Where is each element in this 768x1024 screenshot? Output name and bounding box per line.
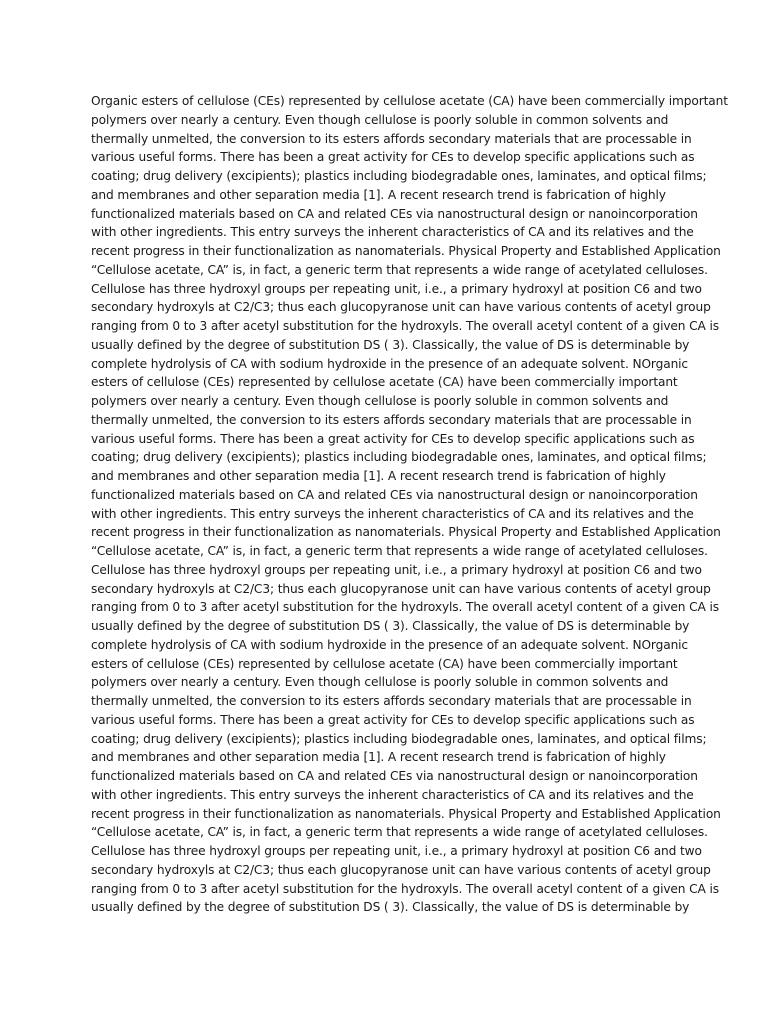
text-line: various useful forms. There has been a great activity for CEs to develop specific applications such as (91, 712, 695, 727)
text-line: coating; drug delivery (excipients); plastics including biodegradable ones, laminates, and optical films; (91, 169, 707, 183)
text-line: thermally unmelted, the conversion to its esters affords secondary materials that are processable in (91, 131, 692, 146)
text-line: recent progress in their functionalization as nanomaterials. Physical Property and Established Application (91, 244, 721, 258)
text-line: esters of cellulose (CEs) represented by cellulose acetate (CA) have been commercially important (91, 656, 678, 671)
text-line: functionalized materials based on CA and related CEs via nanostructural design or nanoincorporation (91, 206, 698, 221)
text-line: “Cellulose acetate, CA” is, in fact, a generic term that represents a wide range of acetylated celluloses. (91, 262, 708, 277)
text-line: complete hydrolysis of CA with sodium hydroxide in the presence of an adequate solvent. NOrganic (91, 356, 689, 371)
text-line: polymers over nearly a century. Even though cellulose is poorly soluble in common solvents and (91, 394, 669, 408)
text-line: with other ingredients. This entry surveys the inherent characteristics of CA and its relatives and the (91, 225, 694, 240)
text-line: functionalized materials based on CA and related CEs via nanostructural design or nanoincorporation (91, 487, 698, 502)
text-line: functionalized materials based on CA and related CEs via nanostructural design or nanoincorporation (91, 769, 698, 783)
text-line: thermally unmelted, the conversion to its esters affords secondary materials that are processable in (91, 694, 692, 708)
text-line: secondary hydroxyls at C2/C3; thus each glucopyranose unit can have various contents of acetyl group (91, 581, 711, 596)
text-line: esters of cellulose (CEs) represented by cellulose acetate (CA) have been commercially important (91, 375, 678, 390)
text-line: polymers over nearly a century. Even though cellulose is poorly soluble in common solvents and (91, 675, 669, 690)
text-line: Cellulose has three hydroxyl groups per repeating unit, i.e., a primary hydroxyl at position C6 and two (91, 844, 702, 858)
text-line: “Cellulose acetate, CA” is, in fact, a generic term that represents a wide range of acetylated celluloses. (91, 825, 708, 840)
text-line: recent progress in their functionalization as nanomaterials. Physical Property and Established Application (91, 806, 721, 821)
text-line: and membranes and other separation media [1]. A recent research trend is fabrication of highly (91, 187, 666, 202)
text-line: Cellulose has three hydroxyl groups per repeating unit, i.e., a primary hydroxyl at position C6 and two (91, 281, 702, 296)
text-line: secondary hydroxyls at C2/C3; thus each glucopyranose unit can have various contents of acetyl group (91, 862, 711, 877)
text-line: various useful forms. There has been a great activity for CEs to develop specific applications such as (91, 150, 695, 165)
text-line: various useful forms. There has been a great activity for CEs to develop specific applications such as (91, 431, 695, 446)
text-line: Cellulose has three hydroxyl groups per repeating unit, i.e., a primary hydroxyl at position C6 and two (91, 562, 702, 577)
text-line: usually defined by the degree of substitution DS ( 3). Classically, the value of DS is determinable by (91, 337, 690, 352)
text-line: “Cellulose acetate, CA” is, in fact, a generic term that represents a wide range of acetylated celluloses. (91, 544, 708, 558)
text-line: and membranes and other separation media [1]. A recent research trend is fabrication of highly (91, 469, 666, 483)
text-line: coating; drug delivery (excipients); plastics including biodegradable ones, laminates, and optical films; (91, 731, 707, 746)
text-line: usually defined by the degree of substitution DS ( 3). Classically, the value of DS is determinable by (91, 900, 690, 915)
text-line: ranging from 0 to 3 after acetyl substitution for the hydroxyls. The overall acetyl content of a given CA is (91, 319, 720, 333)
text-line: polymers over nearly a century. Even though cellulose is poorly soluble in common solvents and (91, 112, 669, 127)
text-line: with other ingredients. This entry surveys the inherent characteristics of CA and its relatives and the (91, 787, 694, 802)
body-paragraph (91, 92, 728, 917)
text-line: usually defined by the degree of substitution DS ( 3). Classically, the value of DS is determinable by (91, 619, 690, 633)
text-line: Organic esters of cellulose (CEs) represented by cellulose acetate (CA) have been commercially important (91, 94, 728, 108)
text-line: coating; drug delivery (excipients); plastics including biodegradable ones, laminates, and optical films; (91, 450, 707, 465)
text-line: thermally unmelted, the conversion to its esters affords secondary materials that are processable in (91, 412, 692, 427)
text-line: complete hydrolysis of CA with sodium hydroxide in the presence of an adequate solvent. NOrganic (91, 637, 689, 652)
text-line: recent progress in their functionalization as nanomaterials. Physical Property and Established Application (91, 525, 721, 540)
text-line: with other ingredients. This entry surveys the inherent characteristics of CA and its relatives and the (91, 506, 694, 521)
text-line: and membranes and other separation media [1]. A recent research trend is fabrication of highly (91, 750, 666, 765)
text-line: ranging from 0 to 3 after acetyl substitution for the hydroxyls. The overall acetyl content of a given CA is (91, 600, 720, 615)
text-line: ranging from 0 to 3 after acetyl substitution for the hydroxyls. The overall acetyl content of a given CA is (91, 881, 720, 896)
text-line: secondary hydroxyls at C2/C3; thus each glucopyranose unit can have various contents of acetyl group (91, 300, 711, 315)
